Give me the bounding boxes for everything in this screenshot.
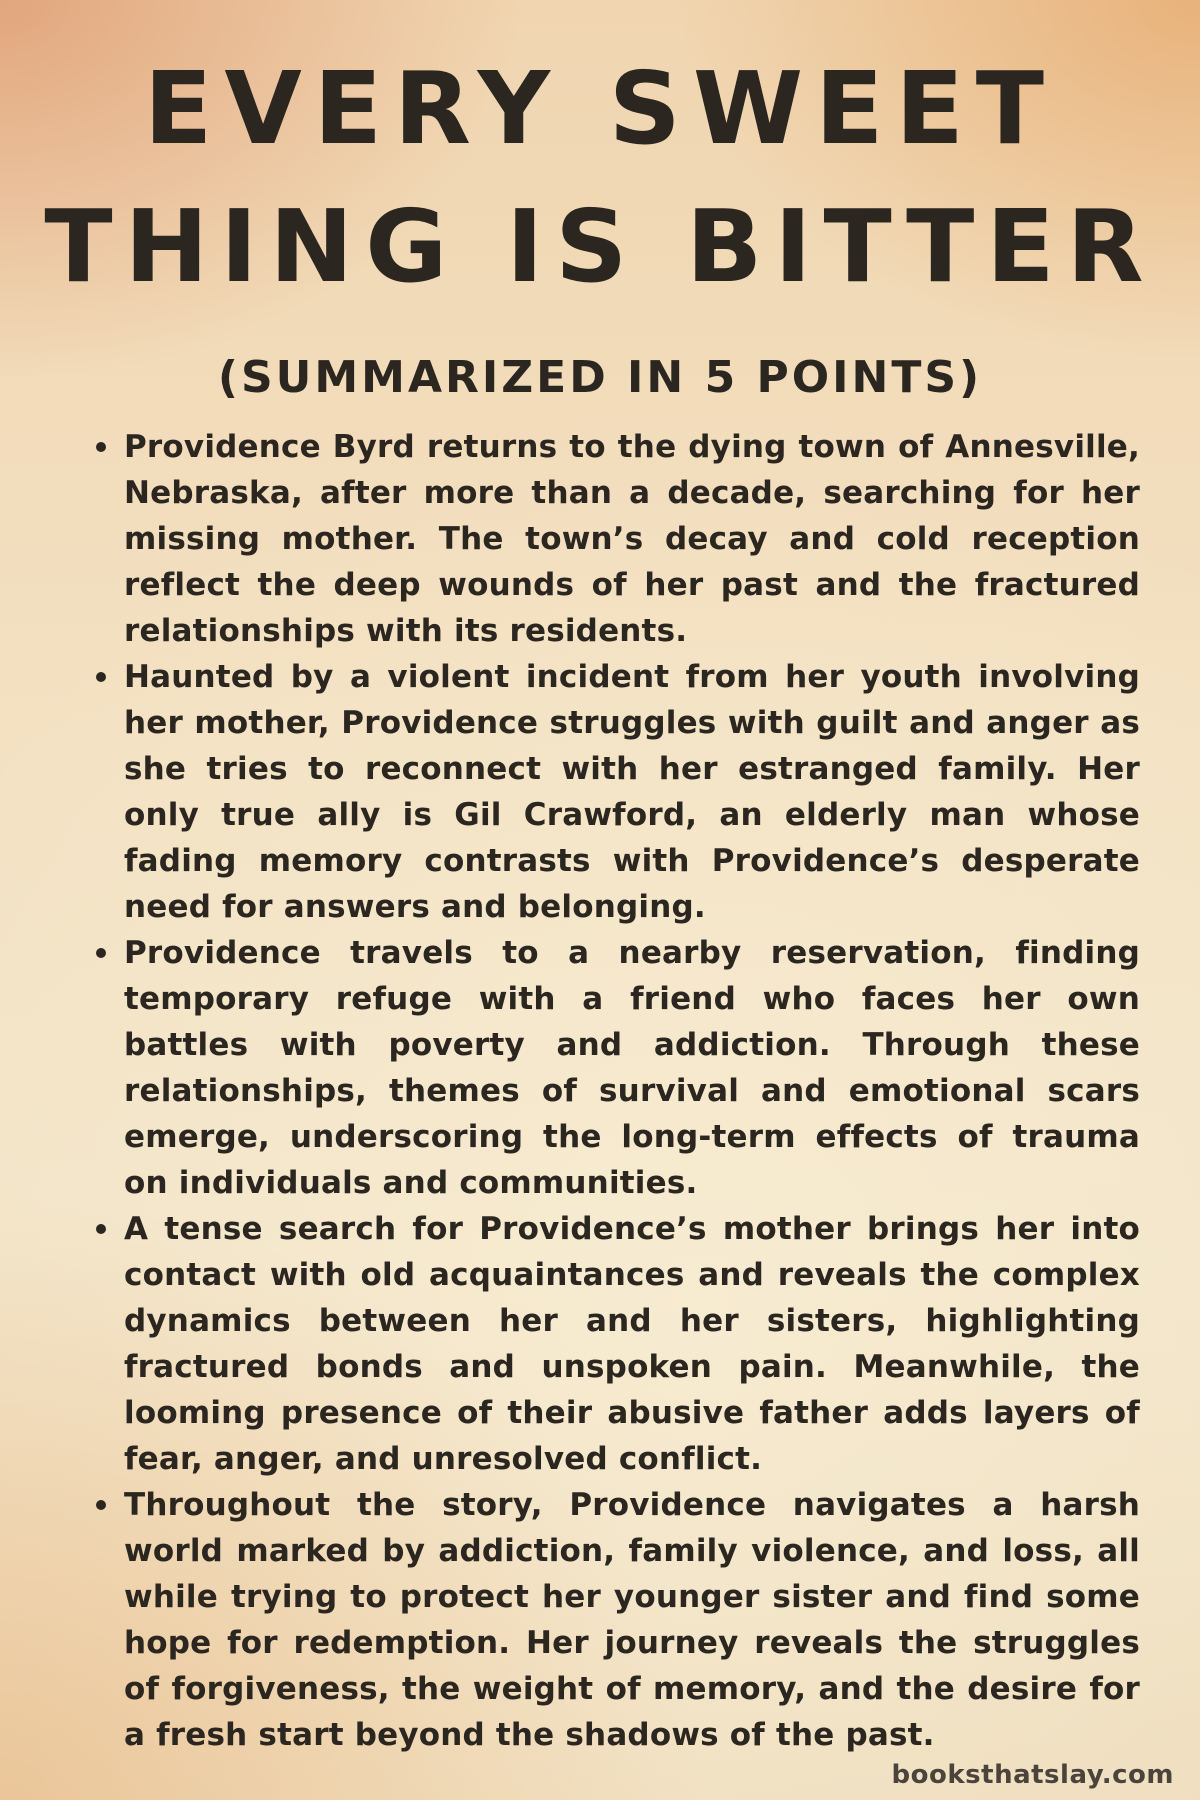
summary-point-text: A tense search for Providence’s mother brings her into contact with old acquaintances and reveals the complex dynamics between her and her sisters, highlighting fractured bonds and unspoken pain. Meanwhile, the looming presence of their abusive father adds layers of fear, anger, and unresolved conflict. bbox=[124, 1211, 1140, 1477]
summary-points-list bbox=[92, 424, 1140, 1758]
bullet-icon bbox=[96, 1224, 106, 1234]
summary-point bbox=[92, 1482, 1140, 1758]
summary-subtitle: (SUMMARIZED IN 5 POINTS) bbox=[217, 352, 983, 403]
summary-point-text: Providence travels to a nearby reservation, finding temporary refuge with a friend who faces her own battles with poverty and addiction. Through these relationships, themes of survival and emotional scars emerge, underscoring the long-term effects of trauma on individuals and communities. bbox=[124, 935, 1140, 1201]
summary-point-text: Throughout the story, Providence navigates a harsh world marked by addiction, family violence, and loss, all while trying to protect her younger sister and find some hope for redemption. Her journey reveals the struggles of forgiveness, the weight of memory, and the desire for a fresh start beyond the shadows of the past. bbox=[124, 1487, 1140, 1753]
summary-point-text: Haunted by a violent incident from her youth involving her mother, Providence struggles with guilt and anger as she tries to reconnect with her estranged family. Her only true ally is Gil Crawford, an elderly man whose fading memory contrasts with Providence’s desperate need for answers and belonging. bbox=[124, 659, 1140, 925]
summary-point-text: Providence Byrd returns to the dying town of Annesville, Nebraska, after more than a decade, searching for her missing mother. The town’s decay and cold reception reflect the deep wounds of her past and the fractured relationships with its residents. bbox=[124, 429, 1140, 649]
bullet-icon bbox=[96, 1500, 106, 1510]
bullet-icon bbox=[96, 442, 106, 452]
summary-point bbox=[92, 424, 1140, 654]
book-title bbox=[0, 40, 1200, 316]
summary-point bbox=[92, 930, 1140, 1206]
site-watermark: booksthatslay.com bbox=[891, 1760, 1174, 1790]
book-title-line-1: EVERY SWEET bbox=[144, 50, 1056, 167]
summary-point bbox=[92, 654, 1140, 930]
summary-point bbox=[92, 1206, 1140, 1482]
book-title-line-2: THING IS BITTER bbox=[44, 188, 1156, 305]
bullet-icon bbox=[96, 672, 106, 682]
bullet-icon bbox=[96, 948, 106, 958]
